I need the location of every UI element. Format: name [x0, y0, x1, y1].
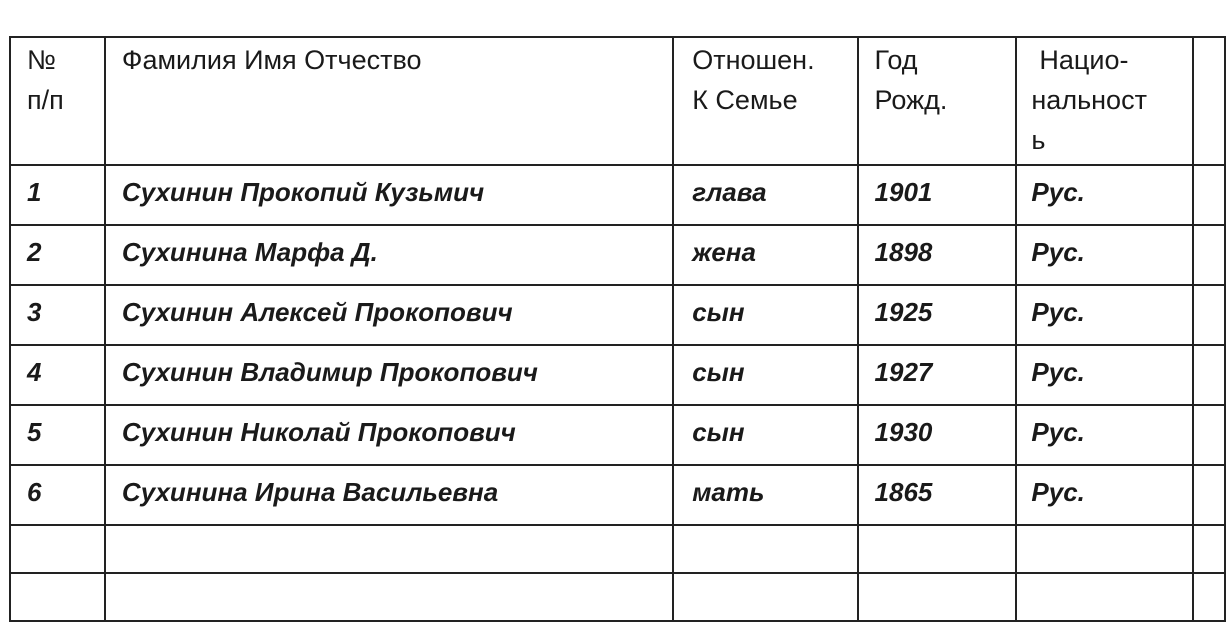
empty-cell	[673, 525, 857, 573]
table-header-row	[10, 37, 1225, 165]
cell-num: 3	[10, 285, 105, 345]
cell-name: Сухинина Ирина Васильевна	[105, 465, 673, 525]
cell-extra	[1193, 405, 1225, 465]
cell-year: 1865	[858, 465, 1017, 525]
cell-num: 5	[10, 405, 105, 465]
cell-year: 1901	[858, 165, 1017, 225]
cell-nationality: Рус.	[1016, 285, 1192, 345]
header-num	[10, 37, 105, 165]
header-year-line-2: Рожд.	[874, 85, 948, 115]
cell-nationality: Рус.	[1016, 405, 1192, 465]
cell-num: 6	[10, 465, 105, 525]
empty-cell	[858, 573, 1017, 621]
table-row	[10, 465, 1225, 525]
cell-relation: сын	[673, 285, 857, 345]
cell-num: 4	[10, 345, 105, 405]
cell-nationality: Рус.	[1016, 345, 1192, 405]
empty-cell	[858, 525, 1017, 573]
empty-cell	[105, 525, 673, 573]
header-name	[105, 37, 673, 165]
cell-extra	[1193, 165, 1225, 225]
cell-name: Сухинина Марфа Д.	[105, 225, 673, 285]
cell-nationality: Рус.	[1016, 225, 1192, 285]
header-name-line-1: Фамилия Имя Отчество	[121, 45, 422, 75]
empty-row	[10, 573, 1225, 621]
header-num-line-1: №	[27, 45, 56, 75]
header-nationality-line-3: ь	[1031, 125, 1046, 155]
table-row	[10, 165, 1225, 225]
cell-name: Сухинин Прокопий Кузьмич	[105, 165, 673, 225]
cell-name: Сухинин Николай Прокопович	[105, 405, 673, 465]
header-extra	[1193, 37, 1225, 165]
empty-cell	[1016, 573, 1192, 621]
cell-num: 2	[10, 225, 105, 285]
header-year	[858, 37, 1017, 165]
cell-year: 1930	[858, 405, 1017, 465]
header-relation-line-2: К Семье	[692, 85, 798, 115]
table-row	[10, 405, 1225, 465]
empty-cell	[10, 525, 105, 573]
cell-extra	[1193, 285, 1225, 345]
cell-name: Сухинин Алексей Прокопович	[105, 285, 673, 345]
family-table	[9, 36, 1226, 622]
empty-cell	[105, 573, 673, 621]
empty-cell	[1016, 525, 1192, 573]
header-nationality	[1016, 37, 1192, 165]
cell-name: Сухинин Владимир Прокопович	[105, 345, 673, 405]
cell-extra	[1193, 465, 1225, 525]
empty-cell	[10, 573, 105, 621]
header-nationality-line-2: нальност	[1031, 85, 1147, 115]
empty-cell	[1193, 573, 1225, 621]
empty-row	[10, 525, 1225, 573]
header-nationality-line-1: Нацио-	[1039, 45, 1129, 75]
header-relation	[673, 37, 857, 165]
cell-year: 1898	[858, 225, 1017, 285]
cell-year: 1925	[858, 285, 1017, 345]
cell-nationality: Рус.	[1016, 165, 1192, 225]
header-relation-line-1: Отношен.	[692, 45, 815, 75]
empty-cell	[1193, 525, 1225, 573]
header-num-line-2: п/п	[27, 85, 64, 115]
cell-year: 1927	[858, 345, 1017, 405]
cell-relation: сын	[673, 405, 857, 465]
cell-relation: сын	[673, 345, 857, 405]
table-row	[10, 225, 1225, 285]
table-row	[10, 345, 1225, 405]
cell-relation: жена	[673, 225, 857, 285]
cell-extra	[1193, 225, 1225, 285]
table-row	[10, 285, 1225, 345]
empty-cell	[673, 573, 857, 621]
cell-relation: мать	[673, 465, 857, 525]
cell-num: 1	[10, 165, 105, 225]
cell-relation: глава	[673, 165, 857, 225]
header-year-line-1: Год	[874, 45, 918, 75]
cell-extra	[1193, 345, 1225, 405]
cell-nationality: Рус.	[1016, 465, 1192, 525]
